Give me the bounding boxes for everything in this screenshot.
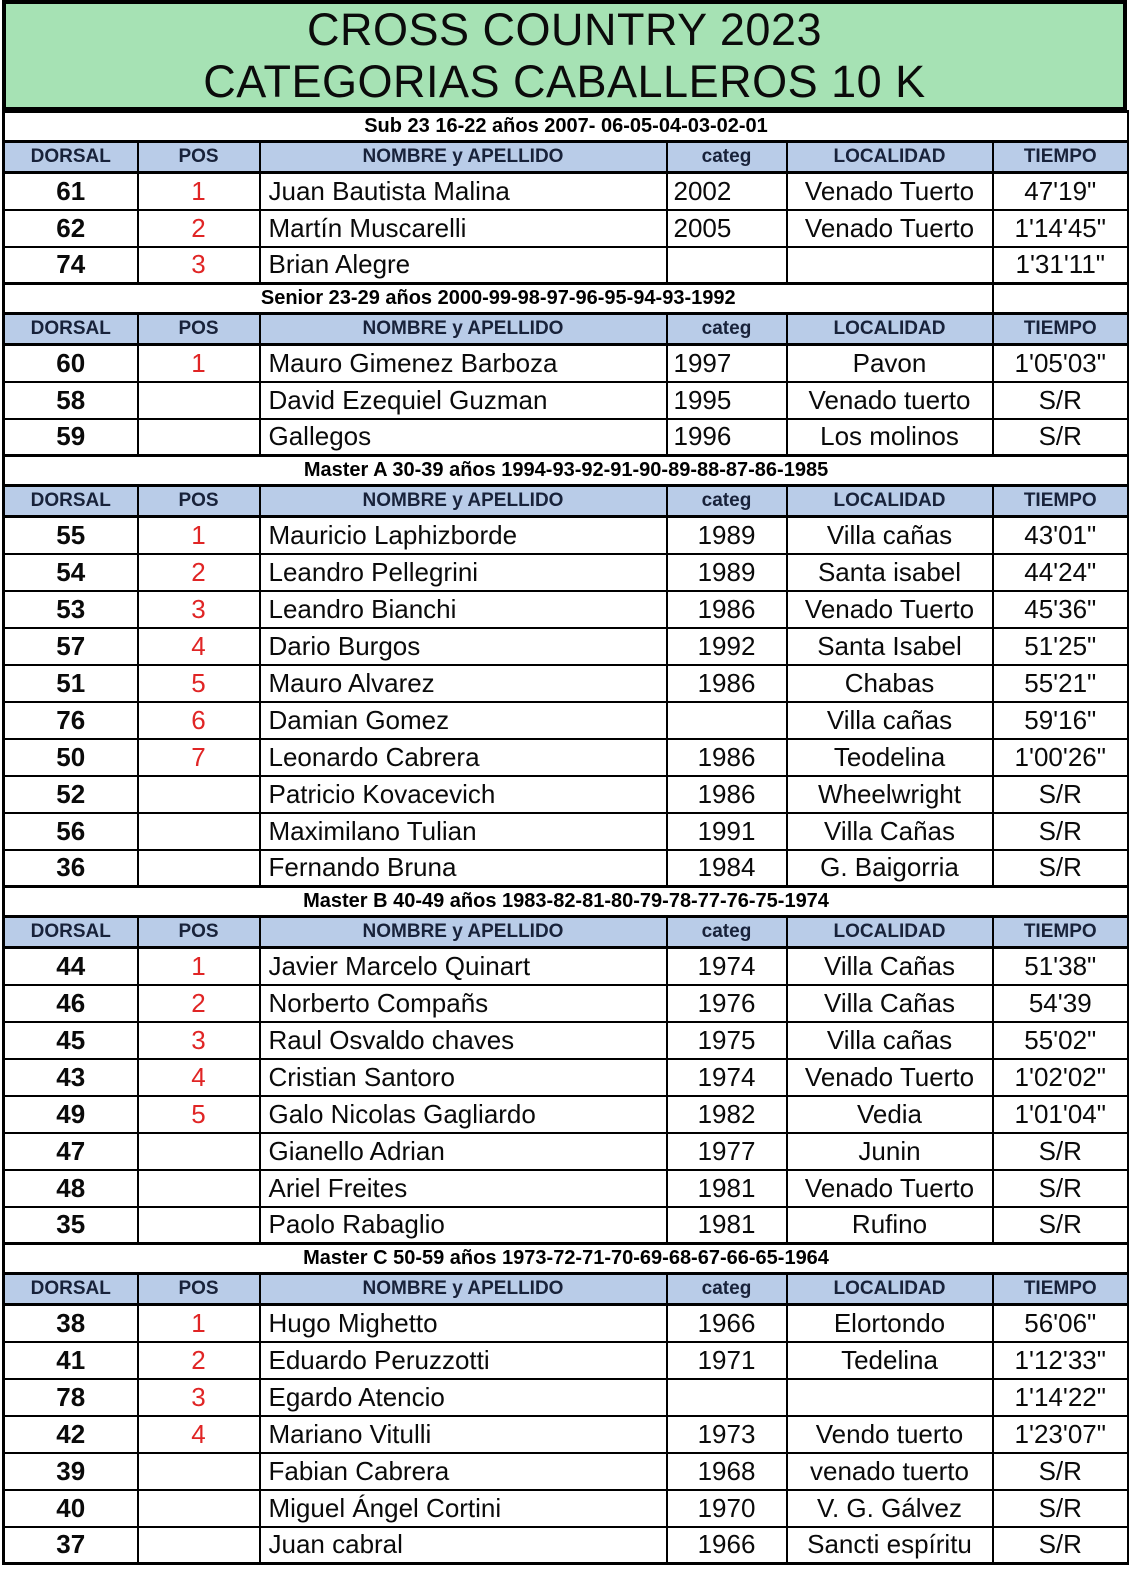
cell-nombre: Javier Marcelo Quinart [260,948,667,985]
cell-localidad: Los molinos [787,419,993,456]
section-title-sub-23: Sub 23 16-22 años 2007- 06-05-04-03-02-01 [4,112,1129,142]
column-header-nombre: NOMBRE y APELLIDO [260,314,667,345]
cell-tiempo: 45'36" [993,591,1129,628]
cell-categ: 1977 [667,1133,787,1170]
cell-localidad: Tedelina [787,1342,993,1379]
table-row [4,1416,1129,1453]
table-row [4,1022,1129,1059]
cell-localidad: Villa Cañas [787,948,993,985]
cell-categ: 1975 [667,1022,787,1059]
cell-tiempo: S/R [993,382,1129,419]
column-header-categ: categ [667,917,787,948]
cell-dorsal: 39 [4,1453,138,1490]
section-header-senior [4,284,1129,314]
cell-pos: 1 [138,173,260,210]
cell-localidad: Venado Tuerto [787,1170,993,1207]
column-header-tiempo: TIEMPO [993,142,1129,173]
cell-pos [138,382,260,419]
cell-tiempo: S/R [993,850,1129,887]
table-row [4,628,1129,665]
cell-pos [138,1170,260,1207]
cell-pos: 5 [138,665,260,702]
cell-categ: 1991 [667,813,787,850]
cell-dorsal: 45 [4,1022,138,1059]
table-row [4,665,1129,702]
cell-nombre: Miguel Ángel Cortini [260,1490,667,1527]
table-row [4,1096,1129,1133]
cell-localidad: Villa Cañas [787,813,993,850]
cell-pos [138,1207,260,1244]
cell-nombre: Fernando Bruna [260,850,667,887]
cell-categ: 1974 [667,1059,787,1096]
cell-dorsal: 59 [4,419,138,456]
cell-dorsal: 48 [4,1170,138,1207]
cell-dorsal: 42 [4,1416,138,1453]
cell-tiempo: S/R [993,1527,1129,1564]
cell-localidad: Villa cañas [787,517,993,554]
cell-localidad [787,1379,993,1416]
cell-dorsal: 74 [4,247,138,284]
table-row [4,1305,1129,1342]
cell-dorsal: 47 [4,1133,138,1170]
cell-nombre: Martín Muscarelli [260,210,667,247]
cell-dorsal: 38 [4,1305,138,1342]
cell-dorsal: 52 [4,776,138,813]
section-header-sub-23 [4,112,1129,142]
table-row [4,1342,1129,1379]
column-header-pos: POS [138,142,260,173]
cell-tiempo: 47'19" [993,173,1129,210]
cell-tiempo: 1'12'33" [993,1342,1129,1379]
results-sheet [2,0,1127,1565]
column-header-nombre: NOMBRE y APELLIDO [260,486,667,517]
cell-categ: 2002 [667,173,787,210]
cell-pos: 1 [138,1305,260,1342]
cell-dorsal: 56 [4,813,138,850]
cell-dorsal: 76 [4,702,138,739]
page-title-line-1: CROSS COUNTRY 2023 [306,3,822,55]
cell-pos [138,1453,260,1490]
cell-tiempo: 54'39 [993,985,1129,1022]
column-header-row-senior [4,314,1129,345]
cell-dorsal: 41 [4,1342,138,1379]
column-header-localidad: LOCALIDAD [787,314,993,345]
cell-localidad: venado tuerto [787,1453,993,1490]
cell-categ: 1981 [667,1207,787,1244]
cell-dorsal: 35 [4,1207,138,1244]
cell-pos [138,776,260,813]
cell-nombre: Raul Osvaldo chaves [260,1022,667,1059]
cell-nombre: Damian Gomez [260,702,667,739]
table-row [4,1133,1129,1170]
table-row [4,554,1129,591]
cell-dorsal: 78 [4,1379,138,1416]
cell-nombre: Gianello Adrian [260,1133,667,1170]
column-header-row-master-c [4,1274,1129,1305]
cell-pos [138,1490,260,1527]
cell-dorsal: 55 [4,517,138,554]
table-row [4,517,1129,554]
cell-categ: 1986 [667,776,787,813]
cell-pos: 2 [138,554,260,591]
table-row [4,776,1129,813]
cell-tiempo: 1'05'03" [993,345,1129,382]
cell-categ: 1986 [667,591,787,628]
column-header-row-master-a [4,486,1129,517]
cell-nombre: Hugo Mighetto [260,1305,667,1342]
cell-categ: 1976 [667,985,787,1022]
cell-localidad: Venado Tuerto [787,173,993,210]
table-row [4,813,1129,850]
column-header-dorsal: DORSAL [4,917,138,948]
cell-nombre: Mauro Alvarez [260,665,667,702]
table-row [4,247,1129,284]
section-header-master-a [4,456,1129,486]
cell-dorsal: 53 [4,591,138,628]
cell-categ: 1970 [667,1490,787,1527]
cell-localidad: V. G. Gálvez [787,1490,993,1527]
cell-localidad: Villa cañas [787,1022,993,1059]
cell-dorsal: 44 [4,948,138,985]
table-row [4,702,1129,739]
column-header-localidad: LOCALIDAD [787,917,993,948]
table-row [4,948,1129,985]
cell-pos [138,1527,260,1564]
cell-nombre: Juan cabral [260,1527,667,1564]
table-row [4,345,1129,382]
cell-dorsal: 36 [4,850,138,887]
cell-nombre: Juan Bautista Malina [260,173,667,210]
cell-tiempo: S/R [993,1453,1129,1490]
column-header-dorsal: DORSAL [4,142,138,173]
table-row [4,1207,1129,1244]
cell-tiempo: 56'06" [993,1305,1129,1342]
cell-tiempo: 1'14'22" [993,1379,1129,1416]
cell-categ: 1997 [667,345,787,382]
table-row [4,1490,1129,1527]
cell-pos: 4 [138,1059,260,1096]
table-row [4,850,1129,887]
cell-localidad: Elortondo [787,1305,993,1342]
section-title-master-c: Master C 50-59 años 1973-72-71-70-69-68-67-66-65-1964 [4,1244,1129,1274]
cell-categ: 1989 [667,517,787,554]
cell-localidad: Santa Isabel [787,628,993,665]
cell-dorsal: 37 [4,1527,138,1564]
cell-localidad: G. Baigorria [787,850,993,887]
cell-pos [138,1133,260,1170]
cell-categ: 1974 [667,948,787,985]
cell-categ: 1981 [667,1170,787,1207]
cell-localidad: Chabas [787,665,993,702]
cell-categ: 1971 [667,1342,787,1379]
table-row [4,210,1129,247]
cell-localidad: Villa Cañas [787,985,993,1022]
section-title-empty-cell [993,284,1129,314]
cell-localidad: Pavon [787,345,993,382]
cell-tiempo: 55'21" [993,665,1129,702]
table-row [4,419,1129,456]
section-title-senior: Senior 23-29 años 2000-99-98-97-96-95-94-93-1992 [4,284,993,314]
cell-tiempo: 51'25" [993,628,1129,665]
cell-dorsal: 43 [4,1059,138,1096]
cell-categ: 1984 [667,850,787,887]
cell-dorsal: 46 [4,985,138,1022]
cell-tiempo: S/R [993,1490,1129,1527]
cell-dorsal: 40 [4,1490,138,1527]
cell-dorsal: 57 [4,628,138,665]
column-header-row-master-b [4,917,1129,948]
column-header-tiempo: TIEMPO [993,917,1129,948]
column-header-row-sub-23 [4,142,1129,173]
cell-pos [138,850,260,887]
page-title-line-2: CATEGORIAS CABALLEROS 10 K [203,55,926,107]
cell-pos: 4 [138,628,260,665]
cell-localidad: Santa isabel [787,554,993,591]
cell-nombre: Leonardo Cabrera [260,739,667,776]
cell-dorsal: 62 [4,210,138,247]
cell-pos: 3 [138,247,260,284]
section-title-master-a: Master A 30-39 años 1994-93-92-91-90-89-88-87-86-1985 [4,456,1129,486]
column-header-tiempo: TIEMPO [993,1274,1129,1305]
column-header-nombre: NOMBRE y APELLIDO [260,1274,667,1305]
cell-localidad: Venado Tuerto [787,210,993,247]
cell-pos: 7 [138,739,260,776]
cell-pos: 2 [138,985,260,1022]
column-header-dorsal: DORSAL [4,486,138,517]
cell-categ: 1982 [667,1096,787,1133]
column-header-pos: POS [138,486,260,517]
cell-tiempo: S/R [993,813,1129,850]
cell-localidad: Venado Tuerto [787,1059,993,1096]
cell-nombre: Leandro Pellegrini [260,554,667,591]
cell-dorsal: 49 [4,1096,138,1133]
column-header-localidad: LOCALIDAD [787,486,993,517]
cell-categ: 2005 [667,210,787,247]
column-header-dorsal: DORSAL [4,314,138,345]
cell-nombre: Cristian Santoro [260,1059,667,1096]
column-header-categ: categ [667,314,787,345]
cell-categ: 1966 [667,1527,787,1564]
cell-pos: 4 [138,1416,260,1453]
cell-categ: 1986 [667,665,787,702]
cell-categ: 1986 [667,739,787,776]
cell-dorsal: 58 [4,382,138,419]
cell-categ: 1989 [667,554,787,591]
cell-pos: 6 [138,702,260,739]
cell-pos: 3 [138,591,260,628]
column-header-categ: categ [667,142,787,173]
cell-localidad: Vendo tuerto [787,1416,993,1453]
cell-tiempo: 1'23'07" [993,1416,1129,1453]
cell-nombre: Gallegos [260,419,667,456]
column-header-localidad: LOCALIDAD [787,142,993,173]
table-row [4,173,1129,210]
cell-tiempo: S/R [993,1207,1129,1244]
cell-categ: 1995 [667,382,787,419]
cell-nombre: Brian Alegre [260,247,667,284]
cell-dorsal: 54 [4,554,138,591]
column-header-categ: categ [667,1274,787,1305]
cell-dorsal: 50 [4,739,138,776]
cell-localidad: Wheelwright [787,776,993,813]
cell-localidad: Venado tuerto [787,382,993,419]
cell-localidad: Villa cañas [787,702,993,739]
cell-tiempo: S/R [993,1133,1129,1170]
section-title-master-b: Master B 40-49 años 1983-82-81-80-79-78-77-76-75-1974 [4,887,1129,917]
cell-categ: 1966 [667,1305,787,1342]
cell-tiempo: 1'02'02" [993,1059,1129,1096]
column-header-dorsal: DORSAL [4,1274,138,1305]
cell-nombre: Egardo Atencio [260,1379,667,1416]
cell-categ: 1973 [667,1416,787,1453]
results-table [2,110,1129,1565]
cell-tiempo: 1'01'04" [993,1096,1129,1133]
table-row [4,591,1129,628]
table-row [4,1527,1129,1564]
cell-categ: 1968 [667,1453,787,1490]
table-row [4,739,1129,776]
cell-nombre: Mariano Vitulli [260,1416,667,1453]
cell-pos: 2 [138,210,260,247]
cell-categ [667,702,787,739]
cell-categ [667,1379,787,1416]
cell-tiempo: 59'16" [993,702,1129,739]
cell-pos: 1 [138,948,260,985]
column-header-pos: POS [138,314,260,345]
cell-dorsal: 51 [4,665,138,702]
cell-nombre: Mauricio Laphizborde [260,517,667,554]
cell-tiempo: S/R [993,1170,1129,1207]
column-header-tiempo: TIEMPO [993,486,1129,517]
cell-categ [667,247,787,284]
cell-nombre: Fabian Cabrera [260,1453,667,1490]
column-header-nombre: NOMBRE y APELLIDO [260,917,667,948]
cell-tiempo: 1'31'11" [993,247,1129,284]
cell-nombre: Leandro Bianchi [260,591,667,628]
column-header-tiempo: TIEMPO [993,314,1129,345]
cell-localidad: Junin [787,1133,993,1170]
cell-nombre: Maximilano Tulian [260,813,667,850]
cell-localidad: Vedia [787,1096,993,1133]
cell-tiempo: 55'02" [993,1022,1129,1059]
cell-nombre: Mauro Gimenez Barboza [260,345,667,382]
cell-nombre: Patricio Kovacevich [260,776,667,813]
cell-tiempo: 1'00'26" [993,739,1129,776]
column-header-pos: POS [138,1274,260,1305]
table-row [4,1170,1129,1207]
cell-categ: 1992 [667,628,787,665]
cell-nombre: Eduardo Peruzzotti [260,1342,667,1379]
cell-localidad [787,247,993,284]
section-header-master-c [4,1244,1129,1274]
cell-localidad: Venado Tuerto [787,591,993,628]
cell-dorsal: 61 [4,173,138,210]
cell-tiempo: S/R [993,419,1129,456]
column-header-nombre: NOMBRE y APELLIDO [260,142,667,173]
cell-nombre: Galo Nicolas Gagliardo [260,1096,667,1133]
column-header-categ: categ [667,486,787,517]
cell-tiempo: S/R [993,776,1129,813]
cell-pos: 1 [138,345,260,382]
column-header-pos: POS [138,917,260,948]
cell-tiempo: 44'24" [993,554,1129,591]
cell-pos [138,813,260,850]
table-row [4,382,1129,419]
table-row [4,1059,1129,1096]
cell-pos: 2 [138,1342,260,1379]
table-row [4,985,1129,1022]
column-header-localidad: LOCALIDAD [787,1274,993,1305]
table-row [4,1453,1129,1490]
cell-tiempo: 51'38" [993,948,1129,985]
cell-pos [138,419,260,456]
cell-localidad: Sancti espíritu [787,1527,993,1564]
cell-dorsal: 60 [4,345,138,382]
title-banner [2,0,1127,110]
cell-localidad: Teodelina [787,739,993,776]
cell-pos: 5 [138,1096,260,1133]
cell-nombre: David Ezequiel Guzman [260,382,667,419]
table-row [4,1379,1129,1416]
cell-pos: 3 [138,1379,260,1416]
cell-categ: 1996 [667,419,787,456]
cell-nombre: Norberto Compañs [260,985,667,1022]
cell-nombre: Paolo Rabaglio [260,1207,667,1244]
cell-nombre: Ariel Freites [260,1170,667,1207]
cell-tiempo: 1'14'45" [993,210,1129,247]
cell-localidad: Rufino [787,1207,993,1244]
cell-nombre: Dario Burgos [260,628,667,665]
cell-pos: 3 [138,1022,260,1059]
cell-pos: 1 [138,517,260,554]
cell-tiempo: 43'01" [993,517,1129,554]
section-header-master-b [4,887,1129,917]
